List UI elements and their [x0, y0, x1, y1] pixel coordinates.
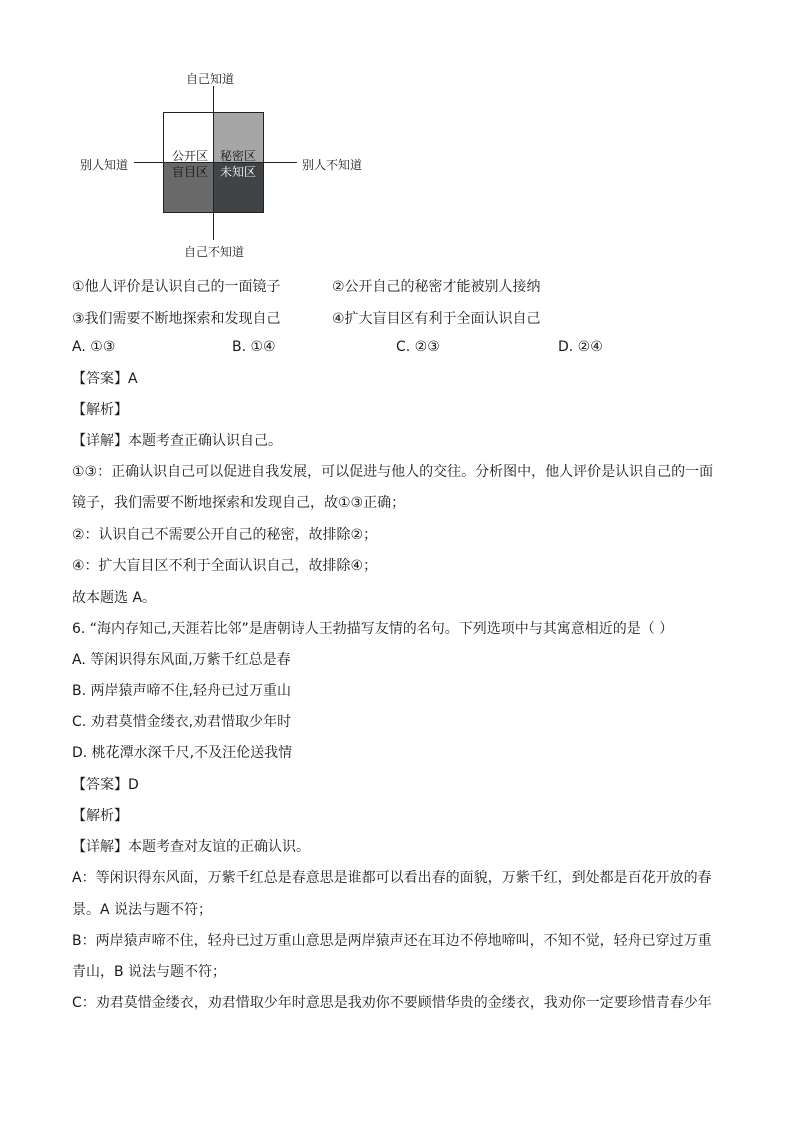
diagram-top-label: 自己知道	[186, 72, 235, 86]
q6-explain-line: A：等闲识得东风面，万紫千红总是春意思是谁都可以看出春的面貌，万紫千红，到处都是百花开放的春	[72, 870, 712, 886]
option-b: B. ①④	[232, 339, 276, 355]
q6-option-b: B. 两岸猿声啼不住,轻舟已过万重山	[72, 683, 291, 699]
explain-line: 故本题选 A。	[72, 590, 157, 606]
statement-3: ③我们需要不断地探索和发现自己	[72, 311, 281, 327]
quadrant-public-label: 公开区	[172, 149, 209, 163]
explain-line: ②：认识自己不需要公开自己的秘密，故排除②；	[72, 527, 378, 543]
question-6-stem: 6. “海内存知己,天涯若比邻”是唐朝诗人王勃描写友情的名句。下列选项中与其寓意相近的是（ ）	[72, 621, 674, 637]
q6-analysis-label: 【解析】	[72, 808, 128, 824]
q6-option-d: D. 桃花潭水深千尺,不及汪伦送我情	[72, 745, 293, 761]
q6-option-c: C. 劝君莫惜金缕衣,劝君惜取少年时	[72, 714, 292, 730]
diagram-bottom-label: 自己不知道	[184, 245, 245, 259]
detail-label: 【详解】本题考查正确认识自己。	[72, 433, 282, 449]
q6-explain-line: 青山，B 说法与题不符；	[72, 964, 227, 980]
analysis-label: 【解析】	[72, 402, 128, 418]
vertical-axis	[213, 86, 214, 240]
q6-detail-label: 【详解】本题考查对友谊的正确认识。	[72, 839, 310, 855]
horizontal-axis	[134, 162, 297, 163]
quadrant-blind-label: 盲目区	[172, 165, 209, 179]
statement-1: ①他人评价是认识自己的一面镜子	[72, 279, 281, 295]
quadrant-unknown-label: 未知区	[220, 165, 257, 179]
quadrant-secret-label: 秘密区	[220, 149, 257, 163]
statement-2: ②公开自己的秘密才能被别人接纳	[332, 279, 541, 295]
diagram-right-label: 别人不知道	[302, 158, 363, 172]
statement-4: ④扩大盲目区有利于全面认识自己	[332, 311, 541, 327]
q6-option-a: A. 等闲识得东风面,万紫千红总是春	[72, 652, 291, 668]
q6-explain-line: B：两岸猿声啼不住，轻舟已过万重山意思是两岸猿声还在耳边不停地啼叫，不知不觉，轻舟已穿过万重	[72, 933, 712, 949]
option-c: C. ②③	[396, 339, 440, 355]
explain-line: ①③：正确认识自己可以促进自我发展，可以促进与他人的交往。分析图中，他人评价是认识自己的一面	[72, 464, 714, 480]
q6-explain-line: 景。A 说法与题不符；	[72, 902, 213, 918]
answer-label: 【答案】A	[72, 371, 138, 387]
explain-line: 镜子，我们需要不断地探索和发现自己，故①③正确；	[72, 495, 406, 511]
diagram-left-label: 别人知道	[80, 158, 129, 172]
option-a: A. ①③	[72, 339, 116, 355]
explain-line: ④：扩大盲目区不利于全面认识自己，故排除④；	[72, 558, 378, 574]
option-d: D. ②④	[558, 339, 603, 355]
q6-answer-label: 【答案】D	[72, 777, 139, 793]
q6-explain-line: C：劝君莫惜金缕衣，劝君惜取少年时意思是我劝你不要顾惜华贵的金缕衣，我劝你一定要珍惜青春少年	[72, 995, 712, 1011]
